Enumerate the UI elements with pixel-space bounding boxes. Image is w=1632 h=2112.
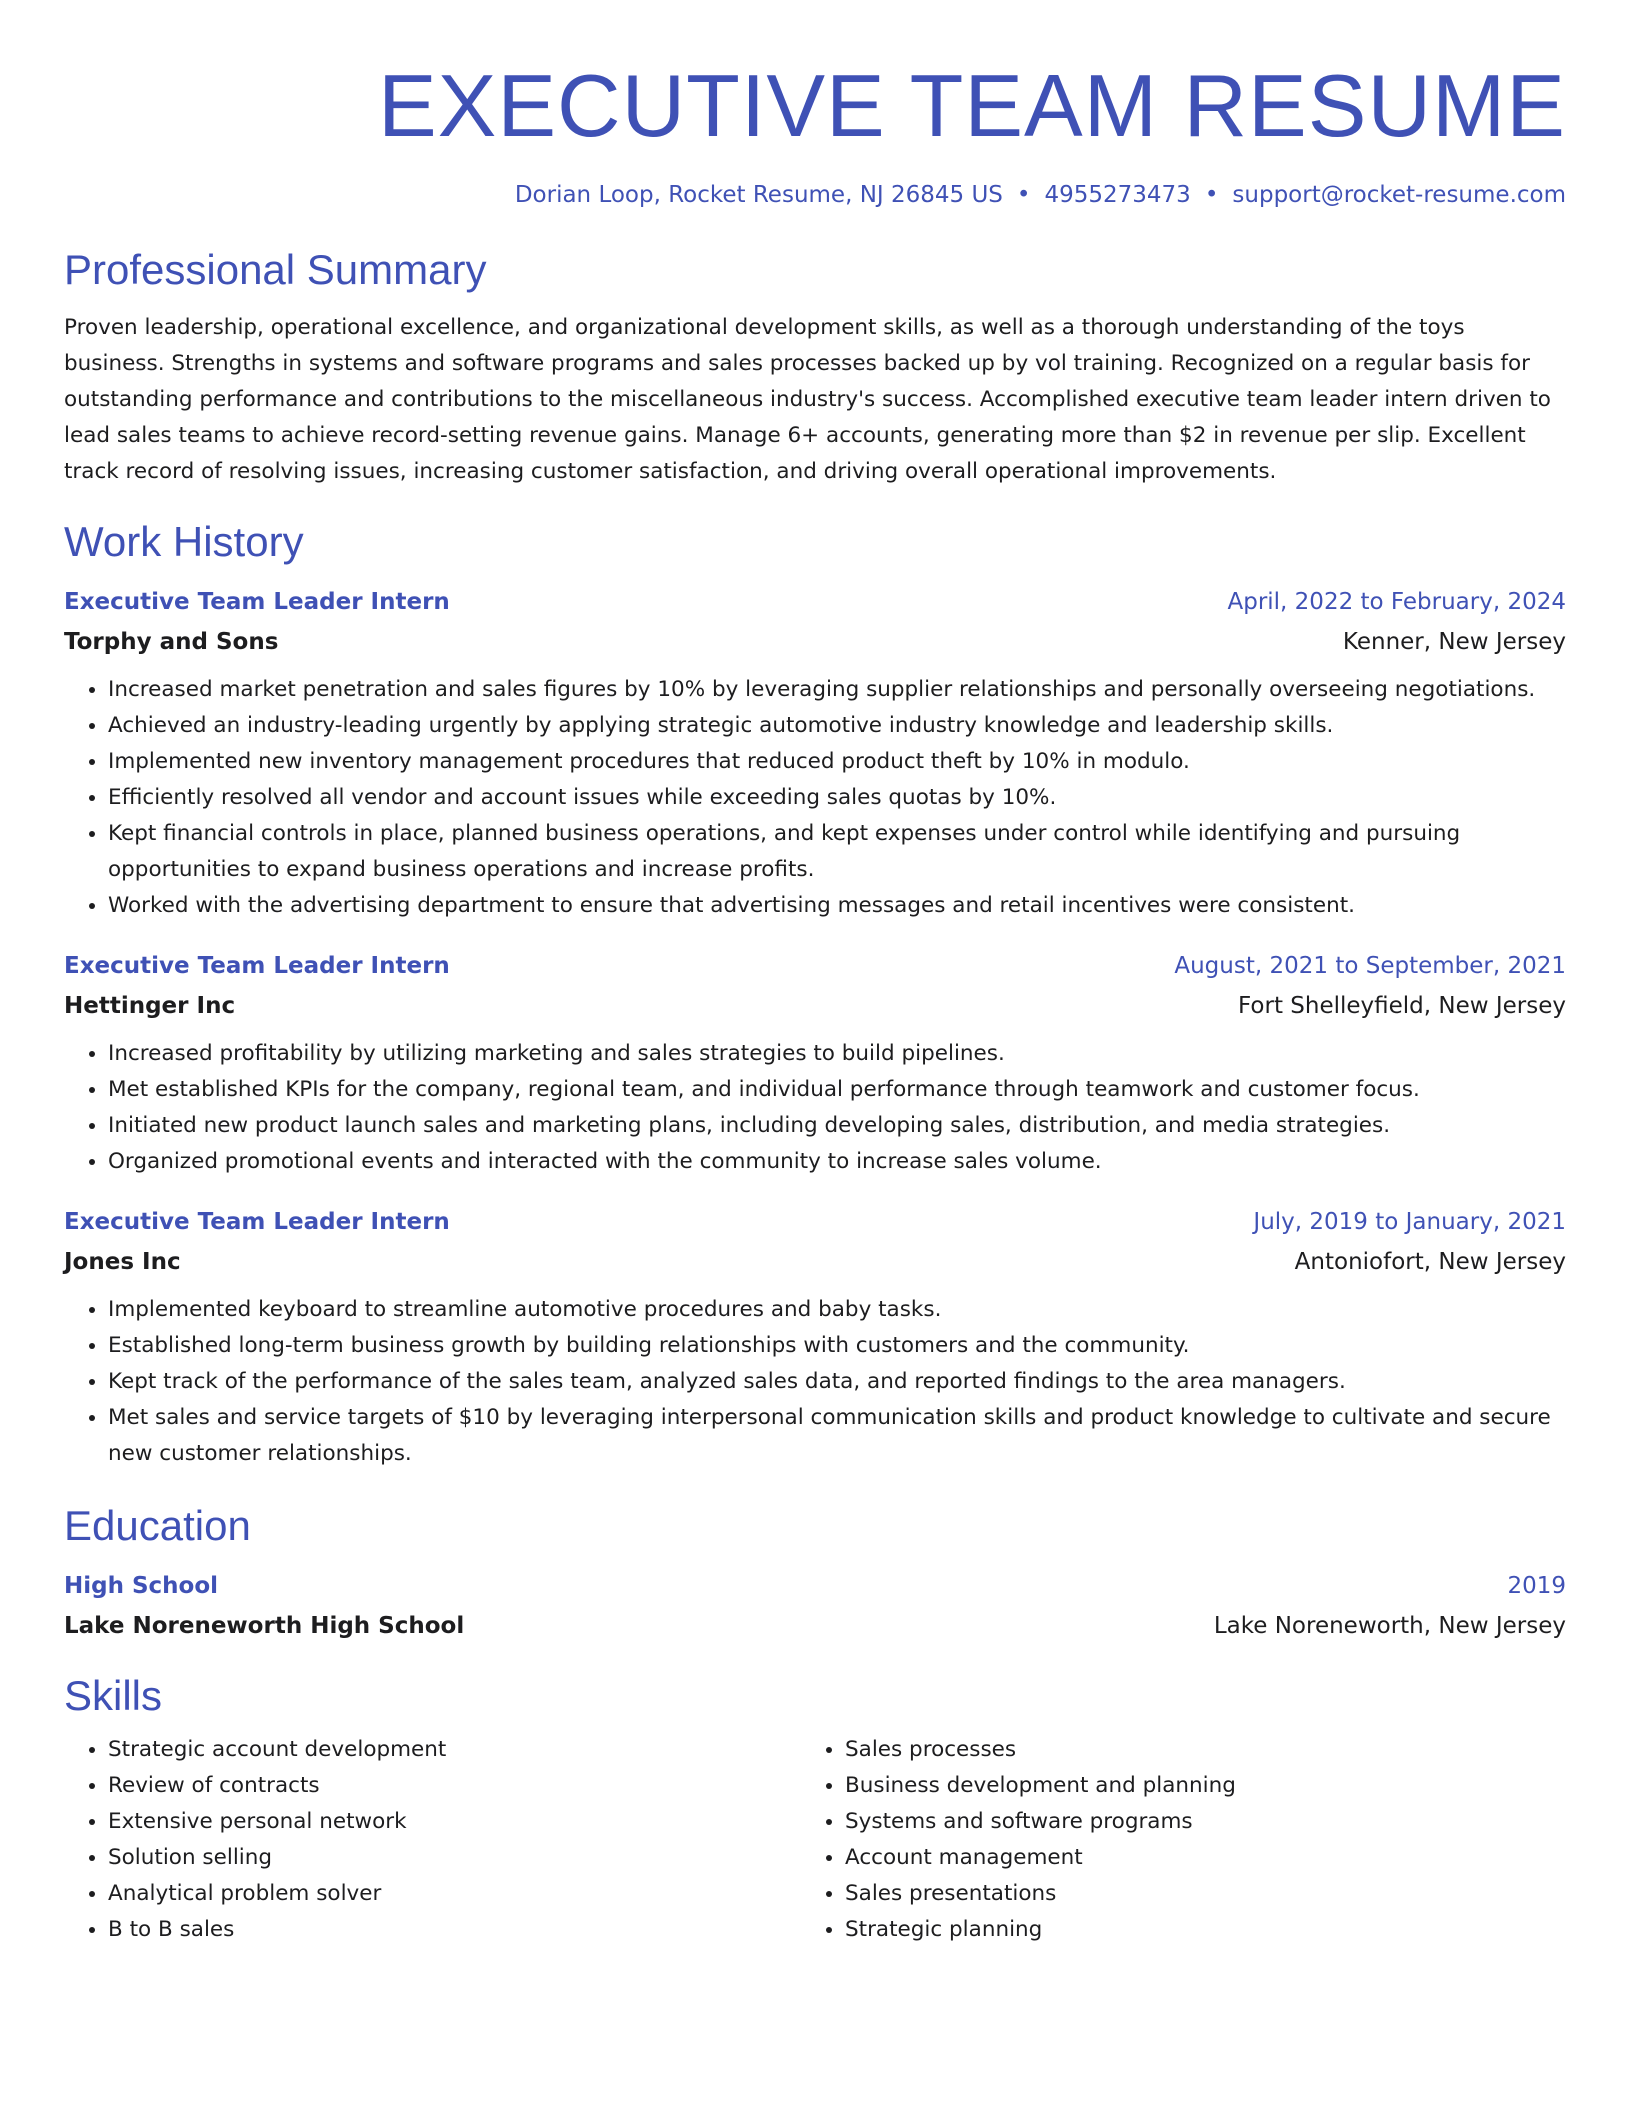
skill-item: • Strategic planning bbox=[845, 1912, 1538, 1948]
skills-list-left bbox=[64, 1732, 801, 1948]
skills-section bbox=[64, 1670, 1566, 1948]
job-location: Antoniofort, New Jersey bbox=[1294, 1249, 1566, 1275]
job-bullet: • Efficiently resolved all vendor and account issues while exceeding sales quotas by 10%. bbox=[108, 780, 1566, 816]
job-dates: July, 2019 to January, 2021 bbox=[1253, 1209, 1566, 1235]
contact-separator: • bbox=[1016, 182, 1031, 208]
skill-item: • Solution selling bbox=[108, 1840, 801, 1876]
job-bullet: • Organized promotional events and interacted with the community to increase sales volume. bbox=[108, 1144, 1566, 1180]
section-title-summary: Professional Summary bbox=[64, 246, 487, 293]
skill-item: • Sales presentations bbox=[845, 1876, 1538, 1912]
section-title-work-history: Work History bbox=[64, 518, 304, 565]
job-bullet: • Worked with the advertising department to ensure that advertising messages and retail incentives were consistent. bbox=[108, 888, 1566, 924]
skill-item: • Analytical problem solver bbox=[108, 1876, 801, 1912]
job-location: Fort Shelleyfield, New Jersey bbox=[1238, 993, 1566, 1019]
skills-list-right bbox=[801, 1732, 1538, 1948]
education-school: Lake Noreneworth High School bbox=[64, 1613, 465, 1639]
job-entry bbox=[64, 1202, 1566, 1472]
job-bullet: • Kept track of the performance of the sales team, analyzed sales data, and reported findings to the area managers. bbox=[108, 1364, 1566, 1400]
summary-section bbox=[64, 244, 1566, 490]
education-school-row bbox=[64, 1606, 1566, 1646]
education-degree: High School bbox=[64, 1573, 219, 1599]
skill-item: • Sales processes bbox=[845, 1732, 1538, 1768]
education-header-row bbox=[64, 1566, 1566, 1606]
job-company-row bbox=[64, 622, 1566, 662]
job-bullet: • Achieved an industry-leading urgently by applying strategic automotive industry knowledge and leadership skills. bbox=[108, 708, 1566, 744]
job-dates: April, 2022 to February, 2024 bbox=[1227, 589, 1566, 615]
skills-columns bbox=[64, 1732, 1566, 1948]
job-role: Executive Team Leader Intern bbox=[64, 1209, 450, 1235]
resume-title: EXECUTIVE TEAM RESUME bbox=[377, 56, 1566, 155]
job-bullets bbox=[64, 672, 1566, 924]
job-company: Jones Inc bbox=[64, 1249, 181, 1275]
job-header-row bbox=[64, 1202, 1566, 1242]
contact-address: Dorian Loop, Rocket Resume, NJ 26845 US bbox=[514, 182, 1003, 208]
job-header-row bbox=[64, 946, 1566, 986]
job-header-row bbox=[64, 582, 1566, 622]
job-bullet: • Established long-term business growth by building relationships with customers and the community. bbox=[108, 1328, 1566, 1364]
contact-line bbox=[64, 180, 1566, 210]
job-company: Hettinger Inc bbox=[64, 993, 236, 1019]
job-bullet: • Implemented keyboard to streamline automotive procedures and baby tasks. bbox=[108, 1292, 1566, 1328]
job-bullet: • Implemented new inventory management procedures that reduced product theft by 10% in modulo. bbox=[108, 744, 1566, 780]
work-history-section bbox=[64, 516, 1566, 1472]
summary-text: Proven leadership, operational excellence, and organizational development skills, as well as a thorough understanding of the toys business. Strengths in systems and software programs and sales processes backed up by vol training. Recognized on a regular basis for outstanding performance and contributions to the miscellaneous industry's success. Accomplished executive team leader intern driven to lead sales teams to achieve record-setting revenue gains. Manage 6+ accounts, generating more than $2 in revenue per slip. Excellent track record of resolving issues, increasing customer satisfaction, and driving overall operational improvements. bbox=[64, 315, 1551, 484]
skill-item: • Account management bbox=[845, 1840, 1538, 1876]
contact-phone[interactable]: 4955273473 bbox=[1044, 182, 1191, 208]
job-bullet: • Increased market penetration and sales figures by 10% by leveraging supplier relationships and personally overseeing negotiations. bbox=[108, 672, 1566, 708]
skill-item: • Strategic account development bbox=[108, 1732, 801, 1768]
job-bullet: • Initiated new product launch sales and marketing plans, including developing sales, distribution, and media strategies. bbox=[108, 1108, 1566, 1144]
job-company-row bbox=[64, 986, 1566, 1026]
education-year: 2019 bbox=[1507, 1573, 1566, 1599]
education-entry bbox=[64, 1566, 1566, 1646]
skill-item: • Extensive personal network bbox=[108, 1804, 801, 1840]
job-bullets bbox=[64, 1292, 1566, 1472]
section-title-skills: Skills bbox=[64, 1672, 163, 1719]
job-bullet: • Met sales and service targets of $10 by leveraging interpersonal communication skills and product knowledge to cultivate and secure new customer relationships. bbox=[108, 1400, 1566, 1472]
skill-item: • Systems and software programs bbox=[845, 1804, 1538, 1840]
job-bullets bbox=[64, 1036, 1566, 1180]
skill-item: • Review of contracts bbox=[108, 1768, 801, 1804]
job-role: Executive Team Leader Intern bbox=[64, 589, 450, 615]
job-bullet: • Increased profitability by utilizing marketing and sales strategies to build pipelines. bbox=[108, 1036, 1566, 1072]
education-section bbox=[64, 1500, 1566, 1646]
job-role: Executive Team Leader Intern bbox=[64, 953, 450, 979]
contact-email[interactable]: support@rocket-resume.com bbox=[1232, 182, 1566, 208]
job-company: Torphy and Sons bbox=[64, 629, 279, 655]
skill-item: • Business development and planning bbox=[845, 1768, 1538, 1804]
job-bullet: • Met established KPIs for the company, regional team, and individual performance through teamwork and customer focus. bbox=[108, 1072, 1566, 1108]
resume-header bbox=[64, 54, 1566, 210]
job-location: Kenner, New Jersey bbox=[1342, 629, 1566, 655]
job-company-row bbox=[64, 1242, 1566, 1282]
contact-separator: • bbox=[1204, 182, 1219, 208]
resume-page bbox=[64, 48, 1566, 1948]
job-dates: August, 2021 to September, 2021 bbox=[1174, 953, 1566, 979]
job-entry bbox=[64, 946, 1566, 1180]
job-entry bbox=[64, 582, 1566, 924]
education-location: Lake Noreneworth, New Jersey bbox=[1213, 1613, 1566, 1639]
job-bullet: • Kept financial controls in place, planned business operations, and kept expenses under control while identifying and pursuing opportunities to expand business operations and increase profits. bbox=[108, 816, 1566, 888]
section-title-education: Education bbox=[64, 1502, 251, 1549]
skill-item: • B to B sales bbox=[108, 1912, 801, 1948]
